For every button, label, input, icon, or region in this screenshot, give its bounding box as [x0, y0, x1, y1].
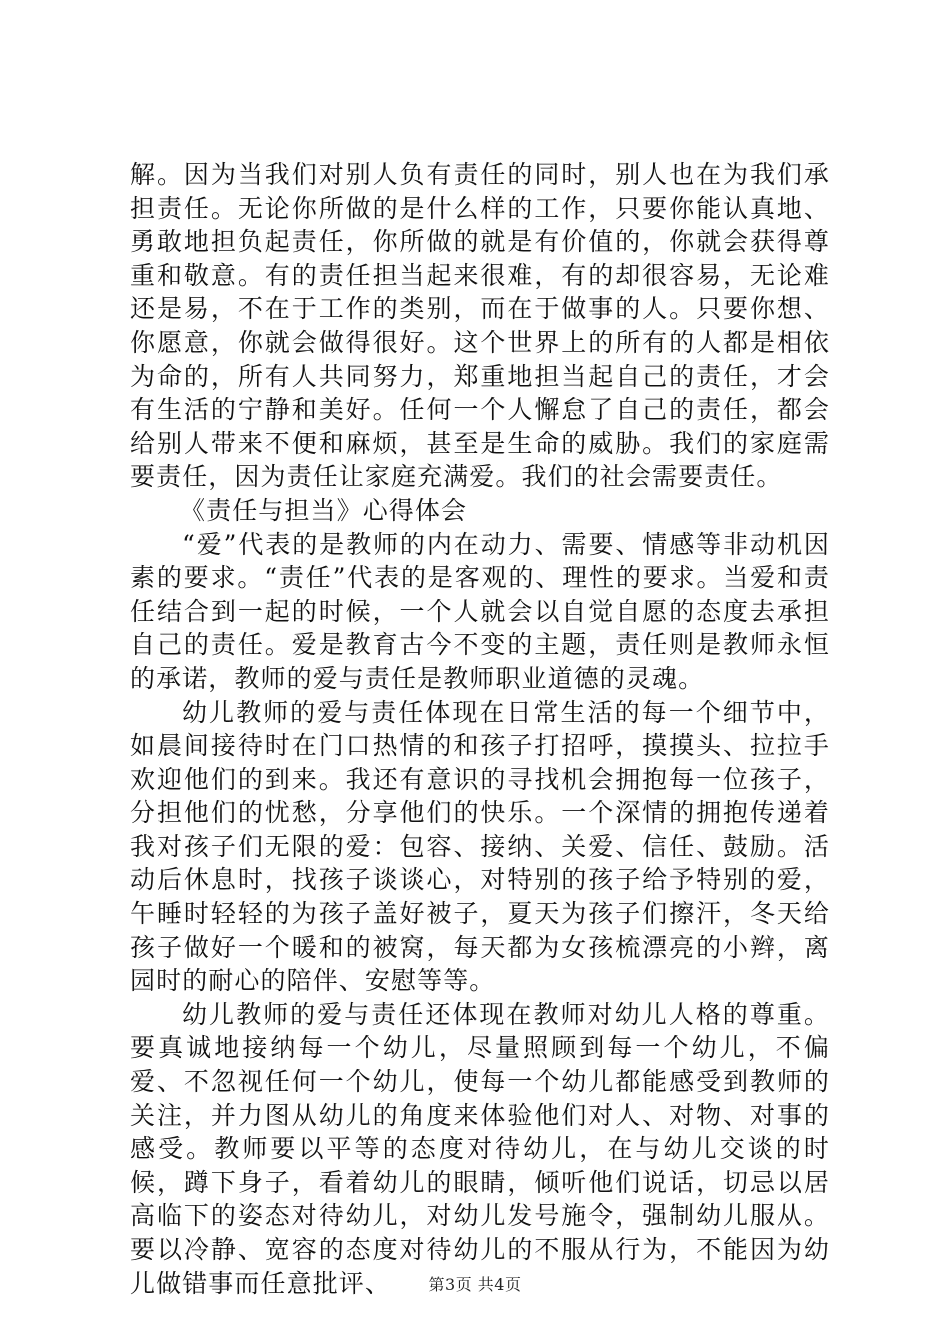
paragraph-respect: 幼儿教师的爱与责任还体现在教师对幼儿人格的尊重。要真诚地接纳每一个幼儿，尽量照顾到每一个幼儿，不偏爱、不忽视任何一个幼儿，使每一个幼儿都能感受到教师的关注，并力图从幼儿的角度来体验他们对人、对物、对事的感受。教师要以平等的态度对待幼儿，在与幼儿交谈的时候，蹲下身子，看着幼儿的眼睛，倾听他们说话，切忌以居高临下的姿态对待幼儿，对幼儿发号施令，强制幼儿服从。要以冷静、宽容的态度对待幼儿的不服从行为，不能因为幼儿做错事而任意批评、	[130, 999, 830, 1298]
paragraph-daily-details: 幼儿教师的爱与责任体现在日常生活的每一个细节中，如晨间接待时在门口热情的和孩子打招呼，摸摸头、拉拉手欢迎他们的到来。我还有意识的寻找机会拥抱每一位孩子，分担他们的忧愁，分享他们的快乐。一个深情的拥抱传递着我对孩子们无限的爱：包容、接纳、关爱、信任、鼓励。活动后休息时，找孩子谈谈心，对特别的孩子给予特别的爱，午睡时轻轻的为孩子盖好被子，夏天为孩子们擦汗，冬天给孩子做好一个暖和的被窝，每天都为女孩梳漂亮的小辫，离园时的耐心的陪伴、安慰等等。	[130, 697, 830, 996]
section-heading: 《责任与担当》心得体会	[180, 495, 468, 525]
page-footer: 第3页 共4页	[428, 1275, 522, 1294]
document-body	[130, 158, 830, 1300]
paragraph-love-responsibility: “爱”代表的是教师的内在动力、需要、情感等非动机因素的要求。“责任”代表的是客观的、理性的要求。当爱和责任结合到一起的时候，一个人就会以自觉自愿的态度去承担自己的责任。爱是教育古今不变的主题，责任则是教师永恒的承诺，教师的爱与责任是教师职业道德的灵魂。	[130, 529, 830, 693]
paragraph-continuation: 解。因为当我们对别人负有责任的同时，别人也在为我们承担责任。无论你所做的是什么样的工作，只要你能认真地、勇敢地担负起责任，你所做的就是有价值的，你就会获得尊重和敬意。有的责任担当起来很难，有的却很容易，无论难还是易，不在于工作的类别，而在于做事的人。只要你想、你愿意，你就会做得很好。这个世界上的所有的人都是相依为命的，所有人共同努力，郑重地担当起自己的责任，才会有生活的宁静和美好。任何一个人懈怠了自己的责任，都会给别人带来不便和麻烦，甚至是生命的威胁。我们的家庭需要责任，因为责任让家庭充满爱。我们的社会需要责任。	[130, 160, 830, 492]
